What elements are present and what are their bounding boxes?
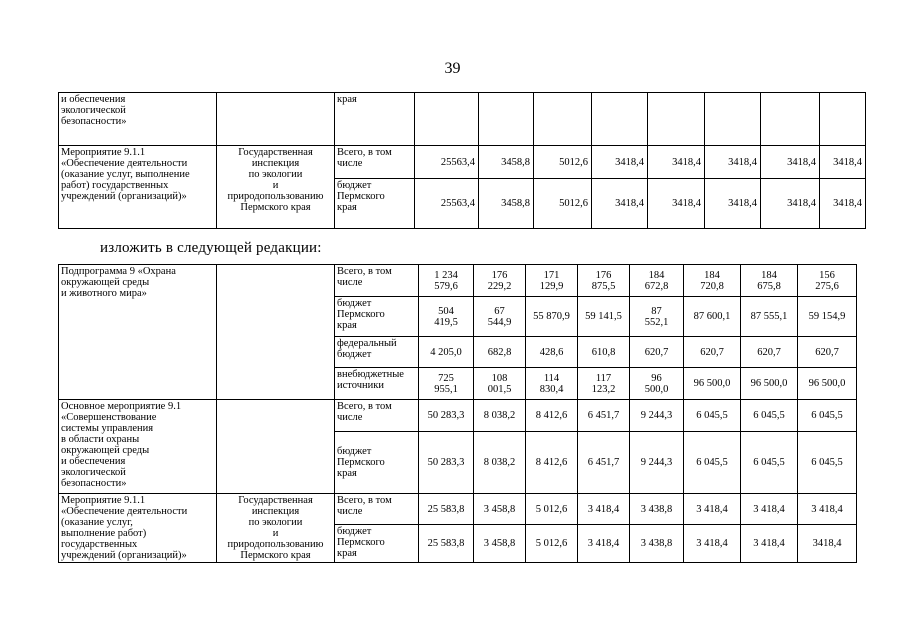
table-cell: 171 129,9 [526, 265, 578, 297]
table-cell: 5 012,6 [526, 525, 578, 563]
table-row [59, 400, 857, 432]
table-cell: 96 500,0 [798, 368, 857, 400]
row-executor: Государственная инспекция по экологии и природопользованию Пермского края [217, 494, 335, 563]
table-cell: 9 244,3 [630, 400, 684, 432]
row-source: Всего, в том числе [335, 494, 419, 525]
table-cell: 3 418,4 [741, 525, 798, 563]
row-source: края [335, 93, 415, 146]
row-name: Мероприятие 9.1.1 «Обеспечение деятельности (оказание услуг, выполнение работ) государственных учреждений (организаций)» [59, 146, 217, 229]
row-executor [217, 400, 335, 494]
table-cell: 3418,4 [705, 179, 761, 229]
table-cell: 3458,8 [479, 146, 534, 179]
table-cell: 96 500,0 [741, 368, 798, 400]
table-cell: 176 875,5 [578, 265, 630, 297]
row-executor: Государственная инспекция по экологии и природопользованию Пермского края [217, 146, 335, 229]
table-cell: 50 283,3 [419, 432, 474, 494]
table-cell: 3 458,8 [474, 494, 526, 525]
table-cell: 87 555,1 [741, 297, 798, 337]
table-cell: 9 244,3 [630, 432, 684, 494]
table-cell: 3418,4 [798, 525, 857, 563]
table-cell: 3 438,8 [630, 494, 684, 525]
table-cell: 8 038,2 [474, 400, 526, 432]
table-cell: 620,7 [798, 337, 857, 368]
row-source: внебюджетные источники [335, 368, 419, 400]
table-cell: 25563,4 [415, 179, 479, 229]
table-cell: 3418,4 [592, 146, 648, 179]
table-cell: 4 205,0 [419, 337, 474, 368]
table-cell: 25563,4 [415, 146, 479, 179]
table-cell: 3418,4 [761, 146, 820, 179]
table-cell: 504 419,5 [419, 297, 474, 337]
table-cell [479, 93, 534, 146]
table-cell: 682,8 [474, 337, 526, 368]
table-row [59, 494, 857, 525]
table-row [59, 93, 866, 146]
table-cell: 117 123,2 [578, 368, 630, 400]
table-cell: 3458,8 [479, 179, 534, 229]
table-cell: 428,6 [526, 337, 578, 368]
section-heading: изложить в следующей редакции: [100, 240, 322, 256]
table-cell: 3 418,4 [741, 494, 798, 525]
table-cell: 50 283,3 [419, 400, 474, 432]
table-cell: 3418,4 [648, 146, 705, 179]
row-source: Всего, в том числе [335, 265, 419, 297]
row-name: Подпрограмма 9 «Охрана окружающей среды и животного мира» [59, 265, 217, 400]
table-top [58, 92, 866, 229]
table-cell [534, 93, 592, 146]
table-cell: 25 583,8 [419, 494, 474, 525]
table-cell: 3 438,8 [630, 525, 684, 563]
row-source: бюджет Пермского края [335, 179, 415, 229]
table-cell: 184 672,8 [630, 265, 684, 297]
table-cell: 8 038,2 [474, 432, 526, 494]
table-cell: 725 955,1 [419, 368, 474, 400]
table-cell: 59 154,9 [798, 297, 857, 337]
table-cell: 156 275,6 [798, 265, 857, 297]
table-cell: 6 451,7 [578, 432, 630, 494]
table-cell: 3 458,8 [474, 525, 526, 563]
table-cell: 96 500,0 [684, 368, 741, 400]
table-row [59, 265, 857, 297]
table-cell [820, 93, 866, 146]
table-cell: 1 234 579,6 [419, 265, 474, 297]
table-cell: 3 418,4 [684, 525, 741, 563]
row-source: бюджет Пермского края [335, 432, 419, 494]
table-cell: 3 418,4 [578, 525, 630, 563]
table-row [59, 146, 866, 179]
table-cell: 8 412,6 [526, 432, 578, 494]
table-cell [705, 93, 761, 146]
table-cell: 620,7 [741, 337, 798, 368]
row-source: бюджет Пермского края [335, 297, 419, 337]
table-cell: 6 045,5 [684, 432, 741, 494]
table-cell: 55 870,9 [526, 297, 578, 337]
table-cell: 610,8 [578, 337, 630, 368]
row-executor [217, 93, 335, 146]
table-cell: 620,7 [630, 337, 684, 368]
table-cell: 3418,4 [705, 146, 761, 179]
table-cell: 3418,4 [761, 179, 820, 229]
row-name: и обеспечения экологической безопасности» [59, 93, 217, 146]
table-cell: 8 412,6 [526, 400, 578, 432]
table-cell: 87 600,1 [684, 297, 741, 337]
table-cell [415, 93, 479, 146]
table-cell: 114 830,4 [526, 368, 578, 400]
table-cell: 108 001,5 [474, 368, 526, 400]
row-source: бюджет Пермского края [335, 525, 419, 563]
table-cell: 3418,4 [648, 179, 705, 229]
table-cell: 184 675,8 [741, 265, 798, 297]
table-cell: 67 544,9 [474, 297, 526, 337]
table-cell: 3 418,4 [578, 494, 630, 525]
table-cell [592, 93, 648, 146]
table-cell [761, 93, 820, 146]
table-cell: 59 141,5 [578, 297, 630, 337]
row-source: Всего, в том числе [335, 400, 419, 432]
row-source: Всего, в том числе [335, 146, 415, 179]
table-cell: 6 451,7 [578, 400, 630, 432]
table-cell: 5 012,6 [526, 494, 578, 525]
table-cell: 3418,4 [820, 179, 866, 229]
table-cell: 96 500,0 [630, 368, 684, 400]
table-cell: 5012,6 [534, 179, 592, 229]
table-cell: 25 583,8 [419, 525, 474, 563]
row-name: Мероприятие 9.1.1 «Обеспечение деятельности (оказание услуг, выполнение работ) государственных учреждений (организаций)» [59, 494, 217, 563]
table-cell: 3 418,4 [684, 494, 741, 525]
row-source: федеральный бюджет [335, 337, 419, 368]
table-cell: 3418,4 [592, 179, 648, 229]
table-cell: 5012,6 [534, 146, 592, 179]
table-cell: 6 045,5 [741, 400, 798, 432]
table-cell: 6 045,5 [684, 400, 741, 432]
table-cell: 3418,4 [820, 146, 866, 179]
table-cell: 184 720,8 [684, 265, 741, 297]
page-number: 39 [444, 60, 461, 77]
table-cell: 6 045,5 [798, 432, 857, 494]
row-executor [217, 265, 335, 400]
table-bottom [58, 264, 857, 563]
table-cell: 176 229,2 [474, 265, 526, 297]
table-cell: 3 418,4 [798, 494, 857, 525]
table-cell: 6 045,5 [798, 400, 857, 432]
table-cell: 6 045,5 [741, 432, 798, 494]
table-cell: 620,7 [684, 337, 741, 368]
row-name: Основное мероприятие 9.1 «Совершенствование системы управления в области охраны окружающей среды и обеспечения экологической безопасности» [59, 400, 217, 494]
table-cell [648, 93, 705, 146]
table-cell: 87 552,1 [630, 297, 684, 337]
